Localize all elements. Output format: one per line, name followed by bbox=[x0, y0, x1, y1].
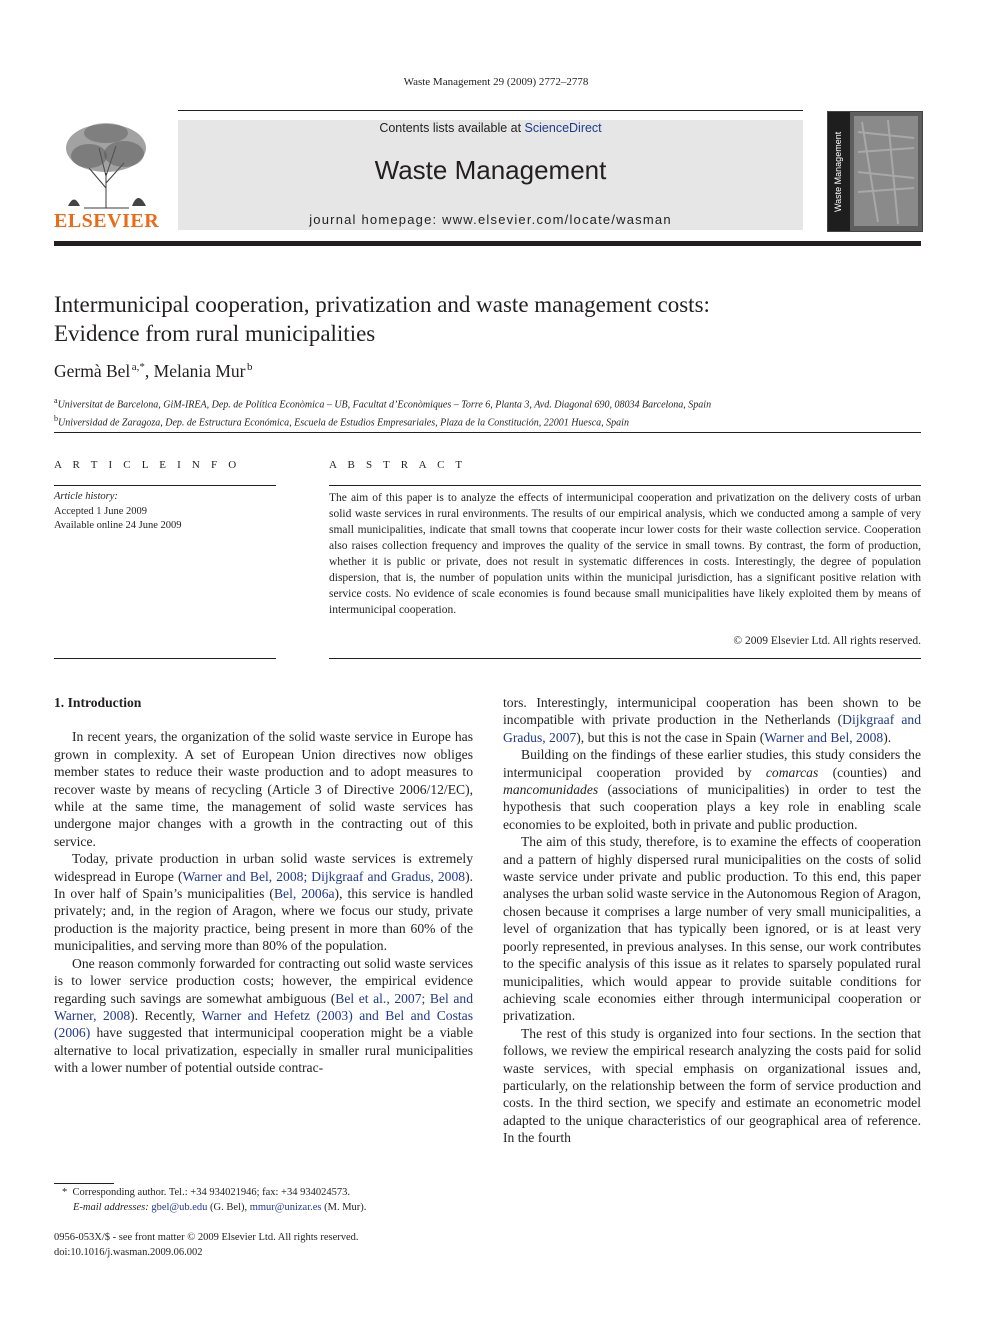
copyright-notice: © 2009 Elsevier Ltd. All rights reserved. bbox=[733, 635, 921, 647]
paragraph: tors. Interestingly, intermunicipal cooperation has been shown to be incompatible with private production in the Netherlands (Dijkgraaf and Gradus, 2007), but this is not the case in Spain (Warner and Bel, 2008). bbox=[503, 695, 921, 745]
publisher-logo-text: ELSEVIER bbox=[54, 210, 160, 232]
email-link[interactable]: mmur@unizar.es bbox=[249, 1201, 322, 1213]
header-bottom-rule bbox=[54, 241, 921, 246]
homepage-url[interactable]: www.elsevier.com/locate/wasman bbox=[442, 212, 672, 227]
divider bbox=[329, 485, 921, 486]
available-date: Available online 24 June 2009 bbox=[54, 520, 182, 531]
footnote-rule bbox=[54, 1183, 114, 1184]
abstract-body: The aim of this paper is to analyze the effects of intermunicipal cooperation and privatization on the delivery costs of urban solid waste services in rural environments. The results of our empirical analysis, which we conducted among a sample of very small municipalities, indicate that small towns that cooperate incur lower costs for their waste collection service. Cooperation also raises collection frequency and improves the quality of the service in small towns. By contrast, the form of production, whether it is public or private, does not result in systematic differences in costs. Interestingly, the degree of population dispersion, that is, the number of population units within the municipal jurisdiction, has a significant positive relation with service costs. No evidence of scale economies is found because small municipalities have likely exploited them by means of intermunicipal cooperation. bbox=[329, 492, 921, 616]
author-list: Germà Bel $^{a,*}$, Melania Mur $^b$ bbox=[54, 361, 253, 381]
corresponding-author-note bbox=[54, 1186, 473, 1201]
title-line-2: Evidence from rural municipalities bbox=[54, 321, 376, 346]
affiliation-b bbox=[54, 412, 924, 430]
header-top-rule bbox=[178, 110, 803, 111]
author-affil-marker[interactable]: b bbox=[246, 361, 253, 374]
accepted-date: Accepted 1 June 2009 bbox=[54, 505, 148, 517]
history-label: Article history: bbox=[54, 491, 118, 502]
email-label: E-mail addresses: bbox=[73, 1201, 149, 1213]
journal-name: Waste Management bbox=[374, 155, 607, 185]
affil-text: Universidad de Zaragoza, Dep. de Estructura Económica, Escuela de Estudios Empresariales, Plaza de la Constitución, 22001 Huesca, Spain bbox=[58, 417, 629, 429]
cover-title: Waste Management bbox=[833, 131, 843, 212]
body-column-right bbox=[503, 694, 921, 1147]
term-comarcas: comarcas bbox=[765, 764, 819, 780]
section-heading: 1. Introduction bbox=[54, 695, 142, 710]
sciencedirect-link[interactable]: ScienceDirect bbox=[524, 121, 602, 135]
divider bbox=[54, 658, 276, 659]
author-name: Germà Bel bbox=[54, 361, 131, 381]
affiliation-a bbox=[54, 394, 924, 412]
paragraph: Today, private production in urban solid waste services is extremely widespread in Europe (Warner and Bel, 2008; Dijkgraaf and Gradus, 2008). In over half of Spain’s municipalities (Bel, 2006a), this service is handled privately; and, in the region of Aragon, where we focus our study, private production is the majority practice, being present in more than 60% of the municipalities, and serving more than 80% of the population. bbox=[54, 851, 474, 954]
footnote-text: Corresponding author. Tel.: +34 934021946; fax: +34 934024573. bbox=[72, 1187, 350, 1198]
contents-availability bbox=[178, 121, 803, 135]
email-note: E-mail addresses: gbel@ub.edu (G. Bel), mmur@unizar.es (M. Mur). bbox=[73, 1201, 367, 1213]
affil-marker: b bbox=[54, 414, 58, 424]
footnote-marker: * bbox=[62, 1187, 68, 1198]
article-history bbox=[54, 490, 276, 534]
affil-marker: a bbox=[54, 396, 58, 405]
paragraph: The aim of this study, therefore, is to examine the effects of cooperation and a pattern of highly dispersed rural municipalities on the costs of solid waste service under private and public production. To this end, this paper analyses the urban solid waste service in the Autonomous Region of Aragon, chosen because it comprises a large number of very small municipalities, a level of organization that has typically been ignored, or is at least very poorly represented, in previous analyses. In this sense, our work contributes to the specific analysis of this issue as it relates to sparsely populated rural municipalities, which would appear to provide suitable conditions for achieving scale economies either through intermunicipal cooperation or privatization. bbox=[503, 834, 921, 1024]
front-matter-info bbox=[54, 1231, 473, 1260]
citation-link[interactable]: Warner and Bel, 2008; Dijkgraaf and Gradus, 2008 bbox=[182, 868, 466, 884]
tree-icon bbox=[54, 118, 158, 213]
journal-cover-thumbnail bbox=[827, 111, 923, 232]
author-affil-marker[interactable]: a,* bbox=[131, 361, 145, 374]
citation-link[interactable]: Warner and Hefetz (2003) and Bel and Costas (2006) bbox=[54, 1007, 473, 1041]
running-head: Waste Management 29 (2009) 2772–2778 bbox=[403, 76, 589, 88]
abstract-heading: A B S T R A C T bbox=[329, 459, 467, 471]
doi-line[interactable]: doi:10.1016/j.wasman.2009.06.002 bbox=[54, 1246, 203, 1258]
divider bbox=[54, 485, 276, 486]
term-mancomunidades: mancomunidades bbox=[503, 782, 599, 798]
article-info-heading: A R T I C L E I N F O bbox=[54, 459, 241, 471]
citation-link[interactable]: Dijkgraaf and Gradus, 2007 bbox=[503, 712, 921, 745]
divider bbox=[329, 658, 921, 659]
citation-link[interactable]: Bel, 2006a bbox=[273, 886, 335, 902]
contents-prefix: Contents lists available at bbox=[379, 121, 525, 135]
body-column-left bbox=[54, 694, 473, 1077]
divider bbox=[54, 432, 921, 433]
title-line-1: Intermunicipal cooperation, privatization and waste management costs: bbox=[54, 292, 710, 317]
citation-link[interactable]: Bel et al., 2007; Bel and Warner, 2008 bbox=[54, 990, 473, 1023]
paragraph: Building on the findings of these earlier studies, this study considers the intermunicipal cooperation provided by comarcas (counties) and mancomunidades (associations of municipalities) in order to test the hypothesis that such cooperation plays a key role in enabling scale economies to be exploited, both in private and public production. bbox=[503, 747, 921, 832]
footnotes bbox=[54, 1186, 473, 1215]
affil-text: Universitat de Barcelona, GiM-IREA, Dep. de Política Econòmica – UB, Facultat d’Econòmiques – Torre 6, Planta 3, Avd. Diagonal 690, 08034 Barcelona, Spain bbox=[57, 399, 712, 411]
journal-homepage bbox=[178, 212, 803, 227]
paragraph: In recent years, the organization of the solid waste service in Europe has grown in complexity. A set of European Union directives now obliges member states to reduce their waste production and to adopt measures to recover waste by means of recycling (Article 3 of Directive 2006/12/EC), while at the same time, the management of solid waste services has undergone major changes with a growth in the contracting out of this service. bbox=[54, 729, 473, 849]
homepage-prefix: journal homepage: bbox=[309, 212, 443, 227]
issn-line: 0956-053X/$ - see front matter © 2009 Elsevier Ltd. All rights reserved. bbox=[54, 1232, 359, 1243]
paragraph: The rest of this study is organized into four sections. In the section that follows, we review the empirical research analyzing the costs paid for solid waste services, with special emphasis on organizational issues and, particularly, on the relationship between the form of service production and costs. In the third section, we specify and estimate an econometric model adapted to the unique characteristics of our geographical area of reference. In the fourth bbox=[503, 1025, 921, 1146]
cover-image bbox=[828, 112, 922, 231]
affiliations bbox=[54, 394, 924, 431]
author-name: Melania Mur bbox=[153, 361, 246, 381]
paragraph: One reason commonly forwarded for contracting out solid waste services is to lower service production costs; however, the empirical evidence regarding such savings are somewhat ambiguous (Bel et al., 2007; Bel and Warner, 2008). Recently, Warner and Hefetz (2003) and Bel and Costas (2006) have suggested that intermunicipal cooperation might be a viable alternative to local privatization, especially in smaller rural municipalities with a lower number of potential outside contrac- bbox=[54, 955, 473, 1076]
email-link[interactable]: gbel@ub.edu bbox=[151, 1201, 208, 1213]
article-title bbox=[54, 290, 914, 348]
citation-link[interactable]: Warner and Bel, 2008 bbox=[764, 729, 884, 745]
